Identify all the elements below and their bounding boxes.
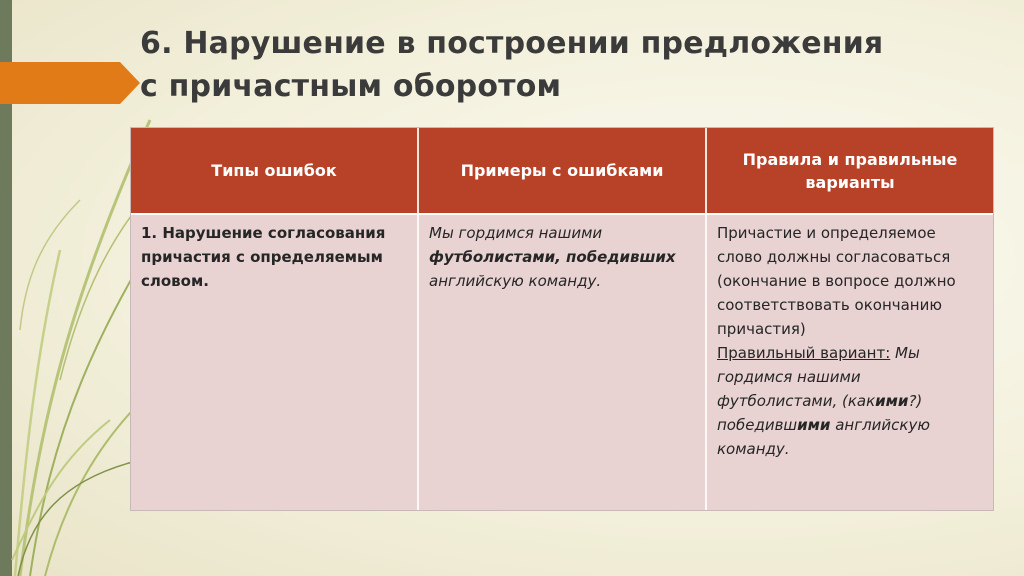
header-rules: Правила и правильные варианты bbox=[742, 149, 958, 192]
correct-variant-part-1: Мы гордимся нашими футболистами, (как bbox=[717, 344, 920, 410]
header-error-types: Типы ошибок bbox=[211, 161, 337, 180]
example-part-1: Мы гордимся нашими bbox=[429, 224, 603, 242]
correct-variant-part-3: английскую команду. bbox=[717, 416, 930, 458]
slide-title bbox=[140, 22, 1000, 108]
cell-rule bbox=[707, 215, 993, 467]
header-examples: Примеры с ошибками bbox=[460, 161, 664, 180]
correct-variant-ending-2: ими bbox=[797, 416, 831, 434]
error-table bbox=[130, 127, 994, 511]
correct-variant-part-2: ?) победивш bbox=[717, 392, 923, 434]
correct-variant-label: Правильный вариант: bbox=[717, 344, 891, 362]
example-part-bold: футболистами, победивших bbox=[429, 248, 676, 266]
cell-error-type: 1. Нарушение согласования причастия с определяемым словом. bbox=[141, 224, 386, 290]
rule-text: Причастие и определяемое слово должны согласоваться (окончание в вопросе должно соответствовать окончанию причастия) bbox=[717, 224, 956, 338]
correct-variant-ending-1: ими bbox=[875, 392, 909, 410]
title-line-1: 6. Нарушение в построении предложения bbox=[140, 26, 884, 61]
orange-arrow-tab bbox=[0, 62, 140, 104]
cell-example bbox=[419, 215, 705, 299]
title-line-2: с причастным оборотом bbox=[140, 69, 562, 104]
example-part-3: английскую команду. bbox=[429, 272, 602, 290]
